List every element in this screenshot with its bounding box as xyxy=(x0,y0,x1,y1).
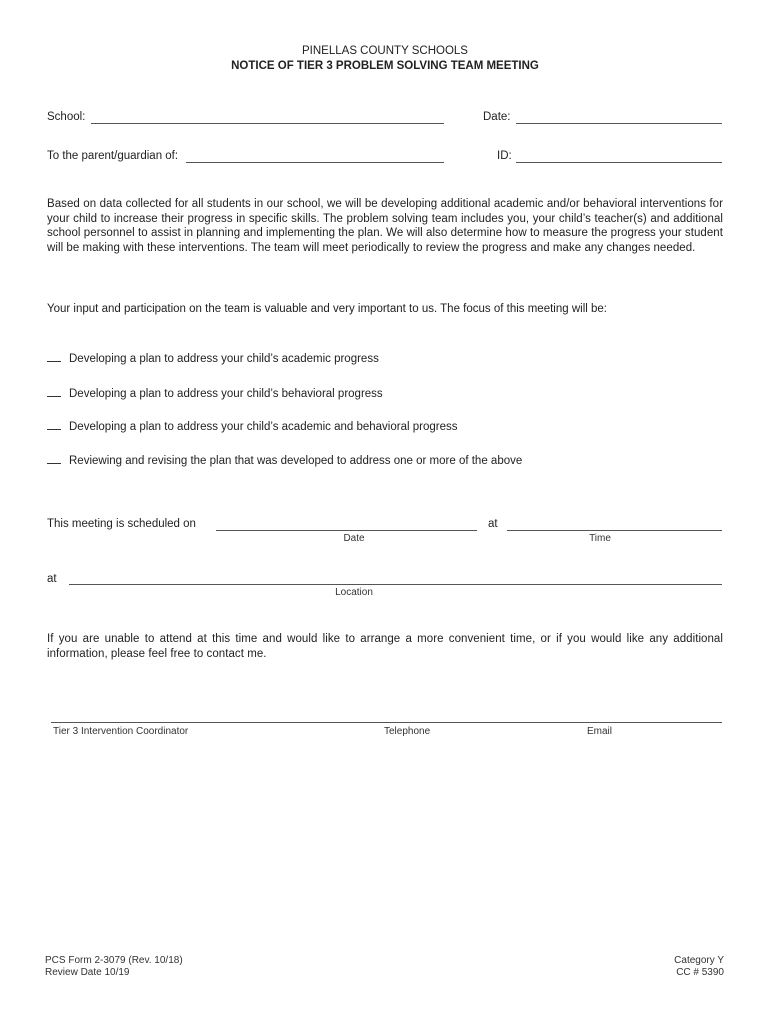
checkbox-blank[interactable] xyxy=(47,419,61,430)
location-field[interactable] xyxy=(69,584,722,585)
option-label: Developing a plan to address your child’s academic progress xyxy=(69,353,379,365)
coordinator-caption: Tier 3 Intervention Coordinator xyxy=(53,726,189,737)
option-behavioral[interactable] xyxy=(47,386,383,400)
meeting-time-field[interactable] xyxy=(507,530,722,531)
checkbox-blank[interactable] xyxy=(47,386,61,397)
id-field[interactable] xyxy=(516,162,722,163)
signature-line[interactable] xyxy=(51,722,722,723)
at-label: at xyxy=(488,518,498,530)
cc-number: CC # 5390 xyxy=(676,967,724,978)
option-label: Reviewing and revising the plan that was developed to address one or more of the above xyxy=(69,455,523,467)
telephone-caption: Telephone xyxy=(384,726,431,737)
school-field[interactable] xyxy=(91,123,444,124)
option-review-plan[interactable] xyxy=(47,453,522,467)
parent-label: To the parent/guardian of: xyxy=(47,150,179,162)
school-label: School: xyxy=(47,111,86,123)
contact-paragraph: If you are unable to attend at this time and would like to arrange a more convenient time, or if you would like any additional information, please feel free to contact me. xyxy=(47,633,723,660)
option-label: Developing a plan to address your child’s behavioral progress xyxy=(69,388,383,400)
meeting-date-field[interactable] xyxy=(216,530,477,531)
date-caption: Date xyxy=(343,533,365,544)
id-label: ID: xyxy=(497,150,512,162)
option-academic[interactable] xyxy=(47,351,379,365)
time-caption: Time xyxy=(589,533,611,544)
org-name: PINELLAS COUNTY SCHOOLS xyxy=(302,45,468,57)
checkbox-blank[interactable] xyxy=(47,351,61,362)
form-number: PCS Form 2-3079 (Rev. 10/18) xyxy=(45,955,183,966)
parent-field[interactable] xyxy=(186,162,444,163)
option-academic-behavioral[interactable] xyxy=(47,419,457,433)
checkbox-blank[interactable] xyxy=(47,453,61,464)
option-label: Developing a plan to address your child’s academic and behavioral progress xyxy=(69,421,458,433)
form-title: NOTICE OF TIER 3 PROBLEM SOLVING TEAM MEETING xyxy=(231,60,539,72)
date-label: Date: xyxy=(483,111,511,123)
scheduled-label: This meeting is scheduled on xyxy=(47,518,196,530)
location-at-label: at xyxy=(47,573,57,585)
category: Category Y xyxy=(674,955,724,966)
focus-paragraph: Your input and participation on the team is valuable and very important to us. The focus of this meeting will be: xyxy=(47,303,607,315)
email-caption: Email xyxy=(587,726,613,737)
location-caption: Location xyxy=(335,587,373,598)
review-date: Review Date 10/19 xyxy=(45,967,130,978)
intro-paragraph: Based on data collected for all students in our school, we will be developing additional academic and/or behavioral interventions for your child to increase their progress in specific skills. The problem solving team includes you, your child’s teacher(s) and additional school personnel to assist in planning and implementing the plan. We will also determine how to measure the progress your student will be making with these interventions. The team will meet periodically to review the progress and make any changes needed. xyxy=(47,198,723,254)
date-field[interactable] xyxy=(516,123,722,124)
